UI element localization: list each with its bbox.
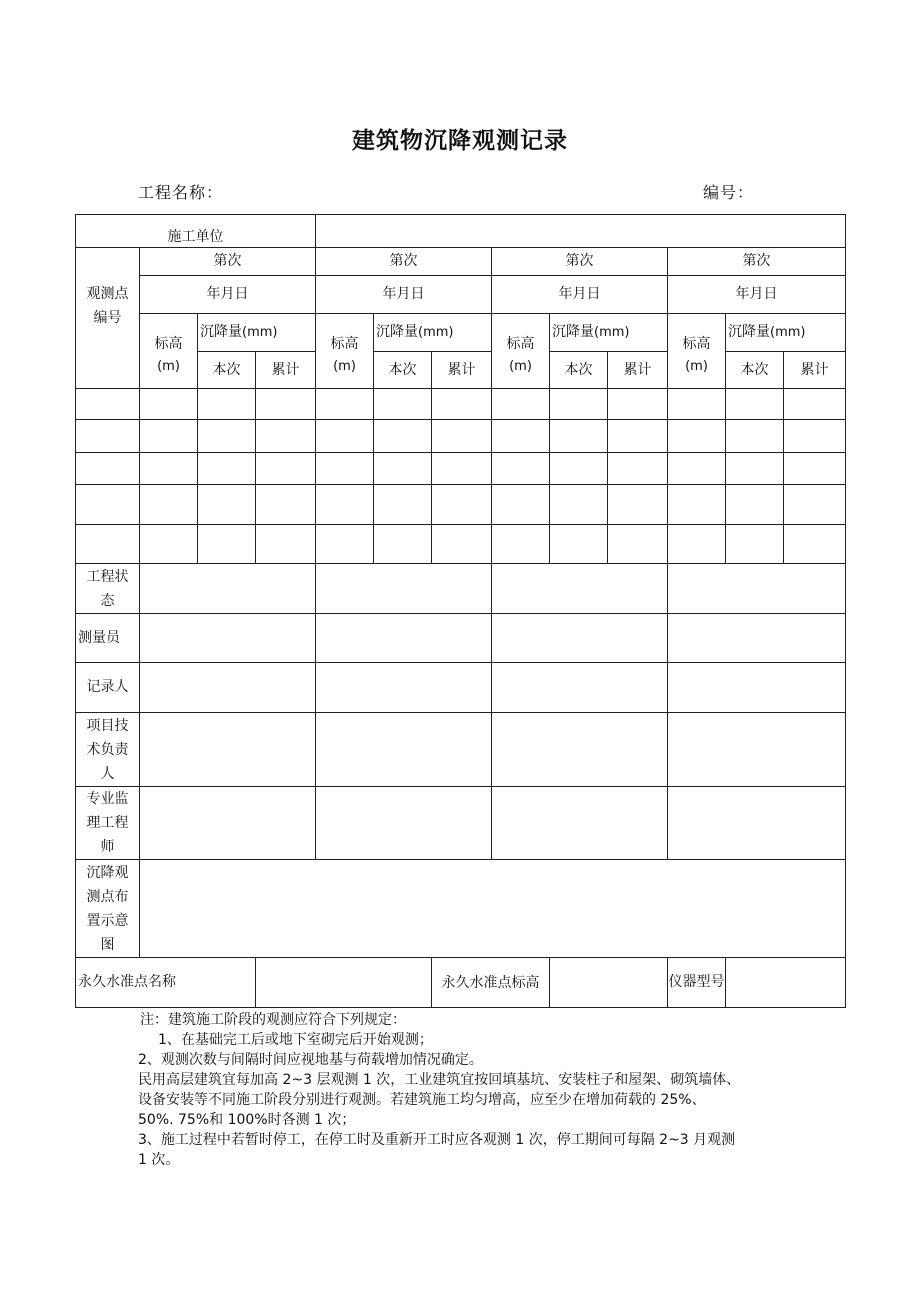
data-cell[interactable] <box>726 420 784 453</box>
data-cell[interactable] <box>492 525 550 564</box>
elevation-4-label <box>668 314 726 389</box>
supervisor-cell[interactable] <box>140 787 316 860</box>
data-cell[interactable] <box>316 485 374 525</box>
note-line: 3、施工过程中若暂时停工，在停工时及重新开工时应各观测 1 次，停工期间可每隔 2~3 月观测 <box>138 1132 736 1148</box>
data-cell[interactable] <box>316 420 374 453</box>
observation-4-label: 第次 <box>668 248 846 276</box>
data-cell[interactable] <box>198 525 256 564</box>
data-cell[interactable] <box>256 485 316 525</box>
benchmark-elevation-label: 永久水准点标高 <box>432 958 550 1008</box>
note-line: 设备安装等不同施工阶段分别进行观测。若建筑施工均匀增高，应至少在增加荷载的 25%、 <box>138 1092 706 1108</box>
data-cell[interactable] <box>784 453 846 485</box>
data-cell[interactable] <box>198 389 256 420</box>
elevation-text: 标高 <box>154 335 183 352</box>
data-cell[interactable] <box>550 420 608 453</box>
data-cell[interactable] <box>256 453 316 485</box>
settlement-3-label <box>550 314 668 352</box>
data-cell[interactable] <box>726 525 784 564</box>
instrument-model-label: 仪器型号 <box>668 958 726 1008</box>
supervisor-cell[interactable] <box>316 787 492 860</box>
data-cell[interactable] <box>608 525 668 564</box>
data-cell[interactable] <box>76 389 140 420</box>
elevation-unit: (m) <box>157 358 180 374</box>
elevation-3-label <box>492 314 550 389</box>
note-line: 1、在基础完工后或地下室砌完后开始观测； <box>158 1032 433 1048</box>
data-cell[interactable] <box>726 485 784 525</box>
elevation-text: 标高 <box>506 335 535 352</box>
observation-1-label: 第次 <box>140 248 316 276</box>
data-cell[interactable] <box>316 389 374 420</box>
data-cell[interactable] <box>432 525 492 564</box>
settlement-1-label <box>198 314 316 352</box>
data-cell[interactable] <box>668 453 726 485</box>
data-cell[interactable] <box>256 525 316 564</box>
settlement-unit: (mm) <box>242 325 278 340</box>
data-cell[interactable] <box>550 453 608 485</box>
recorder-cell[interactable] <box>668 663 846 713</box>
layout-diagram-label: 沉降观测点布置示意图 <box>76 860 140 958</box>
elevation-unit: (m) <box>509 358 532 374</box>
data-cell[interactable] <box>608 420 668 453</box>
data-cell[interactable] <box>432 420 492 453</box>
data-cell[interactable] <box>140 453 198 485</box>
data-cell[interactable] <box>432 389 492 420</box>
serial-no-label: 编号： <box>703 183 755 202</box>
table-row <box>76 420 846 453</box>
data-cell[interactable] <box>140 389 198 420</box>
this-time-1-label: 本次 <box>198 352 256 389</box>
recorder-cell[interactable] <box>492 663 668 713</box>
data-cell[interactable] <box>76 420 140 453</box>
project-status-cell[interactable] <box>140 564 316 614</box>
benchmark-elevation-value[interactable] <box>550 958 668 1008</box>
this-time-2-label: 本次 <box>374 352 432 389</box>
note-line: 1 次。 <box>138 1152 180 1168</box>
construction-unit-value[interactable] <box>316 215 846 248</box>
settlement-text: 沉降量 <box>376 324 418 340</box>
data-cell[interactable] <box>668 420 726 453</box>
date-1-label: 年月日 <box>140 276 316 314</box>
data-cell[interactable] <box>492 485 550 525</box>
benchmark-name-value[interactable] <box>256 958 432 1008</box>
data-cell[interactable] <box>492 420 550 453</box>
elevation-text: 标高 <box>330 335 359 352</box>
table-row <box>76 453 846 485</box>
data-cell[interactable] <box>198 420 256 453</box>
elevation-unit: (m) <box>685 358 708 374</box>
data-cell[interactable] <box>140 420 198 453</box>
layout-diagram-area[interactable] <box>140 860 846 958</box>
observation-3-label: 第次 <box>492 248 668 276</box>
settlement-text: 沉降量 <box>200 324 242 340</box>
settlement-record-table <box>75 214 846 1008</box>
data-cell[interactable] <box>726 389 784 420</box>
instrument-model-value[interactable] <box>726 958 846 1008</box>
data-cell[interactable] <box>374 453 432 485</box>
data-cell[interactable] <box>76 453 140 485</box>
data-cell[interactable] <box>256 420 316 453</box>
data-cell[interactable] <box>316 453 374 485</box>
settlement-unit: (mm) <box>594 325 630 340</box>
note-line: 50%. 75%和 100%时各测 1 次； <box>138 1112 356 1128</box>
data-cell[interactable] <box>432 453 492 485</box>
table-row <box>76 485 846 525</box>
data-cell[interactable] <box>608 389 668 420</box>
data-cell[interactable] <box>668 525 726 564</box>
recorder-cell[interactable] <box>140 663 316 713</box>
project-status-label: 工程状态 <box>76 564 140 614</box>
data-cell[interactable] <box>76 525 140 564</box>
tech-lead-cell[interactable] <box>140 713 316 787</box>
tech-lead-cell[interactable] <box>316 713 492 787</box>
data-cell[interactable] <box>550 389 608 420</box>
data-cell[interactable] <box>492 389 550 420</box>
data-cell[interactable] <box>140 485 198 525</box>
supervisor-cell[interactable] <box>668 787 846 860</box>
data-cell[interactable] <box>608 453 668 485</box>
data-cell[interactable] <box>550 485 608 525</box>
data-cell[interactable] <box>432 485 492 525</box>
data-cell[interactable] <box>784 485 846 525</box>
cumulative-2-label: 累计 <box>432 352 492 389</box>
observation-2-label: 第次 <box>316 248 492 276</box>
supervisor-cell[interactable] <box>492 787 668 860</box>
data-cell[interactable] <box>198 485 256 525</box>
project-status-cell[interactable] <box>668 564 846 614</box>
project-name-label: 工程名称： <box>138 183 224 202</box>
data-cell[interactable] <box>550 525 608 564</box>
date-4-label: 年月日 <box>668 276 846 314</box>
elevation-1-label <box>140 314 198 389</box>
table-row <box>76 525 846 564</box>
data-cell[interactable] <box>316 525 374 564</box>
page-title: 建筑物沉降观测记录 <box>352 128 568 154</box>
elevation-unit: (m) <box>333 358 356 374</box>
data-cell[interactable] <box>608 485 668 525</box>
data-cell[interactable] <box>492 453 550 485</box>
project-status-cell[interactable] <box>492 564 668 614</box>
note-line: 民用高层建筑宜每加高 2~3 层观测 1 次，工业建筑宜按回填基坑、安装柱子和屋架、砌筑墙体、 <box>138 1072 741 1088</box>
data-cell[interactable] <box>784 389 846 420</box>
surveyor-cell[interactable] <box>140 614 316 663</box>
settlement-text: 沉降量 <box>552 324 594 340</box>
surveyor-cell[interactable] <box>668 614 846 663</box>
date-3-label: 年月日 <box>492 276 668 314</box>
data-cell[interactable] <box>668 485 726 525</box>
settlement-4-label <box>726 314 846 352</box>
project-status-cell[interactable] <box>316 564 492 614</box>
data-cell[interactable] <box>374 420 432 453</box>
data-cell[interactable] <box>784 525 846 564</box>
benchmark-name-label: 永久水准点名称 <box>76 958 256 1008</box>
surveyor-cell[interactable] <box>492 614 668 663</box>
this-time-4-label: 本次 <box>726 352 784 389</box>
construction-unit-label: 施工单位 <box>76 215 316 248</box>
surveyor-label: 测量员 <box>76 614 140 663</box>
note-line: 注：建筑施工阶段的观测应符合下列规定： <box>140 1012 406 1028</box>
note-line: 2、观测次数与间隔时间应视地基与荷载增加情况确定。 <box>138 1052 483 1068</box>
settlement-unit: (mm) <box>418 325 454 340</box>
surveyor-cell[interactable] <box>316 614 492 663</box>
data-cell[interactable] <box>198 453 256 485</box>
data-cell[interactable] <box>76 485 140 525</box>
cumulative-4-label: 累计 <box>784 352 846 389</box>
data-cell[interactable] <box>256 389 316 420</box>
data-cell[interactable] <box>374 389 432 420</box>
cumulative-1-label: 累计 <box>256 352 316 389</box>
settlement-2-label <box>374 314 492 352</box>
elevation-text: 标高 <box>682 335 711 352</box>
this-time-3-label: 本次 <box>550 352 608 389</box>
data-cell[interactable] <box>726 453 784 485</box>
cumulative-3-label: 累计 <box>608 352 668 389</box>
data-cell[interactable] <box>668 389 726 420</box>
recorder-label: 记录人 <box>76 663 140 713</box>
tech-lead-cell[interactable] <box>668 713 846 787</box>
settlement-unit: (mm) <box>770 325 806 340</box>
recorder-cell[interactable] <box>316 663 492 713</box>
settlement-text: 沉降量 <box>728 324 770 340</box>
notes <box>136 1010 876 1170</box>
elevation-2-label <box>316 314 374 389</box>
table-row <box>76 389 846 420</box>
data-cell[interactable] <box>374 485 432 525</box>
date-2-label: 年月日 <box>316 276 492 314</box>
data-cell[interactable] <box>140 525 198 564</box>
tech-lead-cell[interactable] <box>492 713 668 787</box>
data-cell[interactable] <box>784 420 846 453</box>
point-no-label: 观测点编号 <box>76 248 140 389</box>
tech-lead-label: 项目技术负责人 <box>76 713 140 787</box>
supervisor-label: 专业监理工程师 <box>76 787 140 860</box>
data-cell[interactable] <box>374 525 432 564</box>
